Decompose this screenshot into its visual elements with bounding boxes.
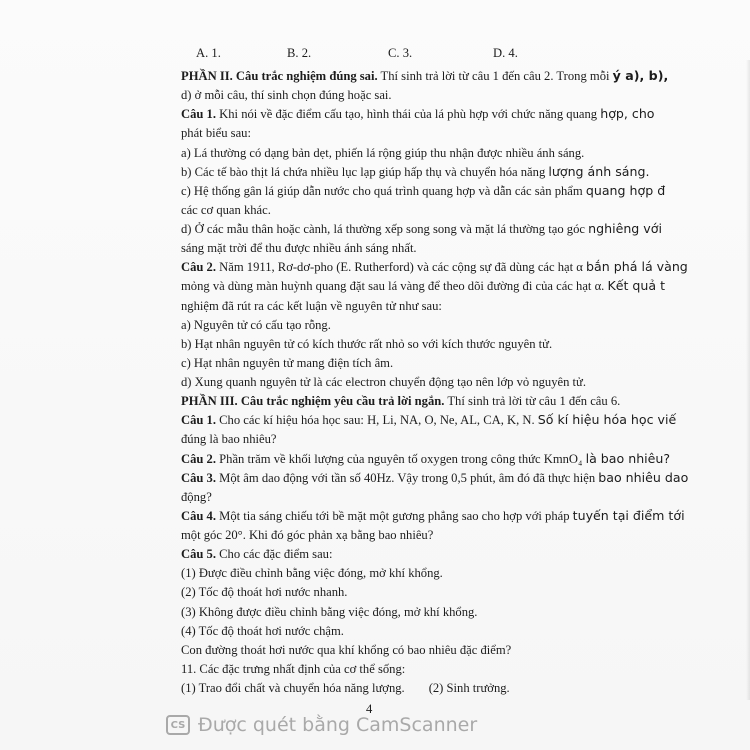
part2-heading: PHẦN II. Câu trắc nghiệm đúng sai. Thí sinh trả lời từ câu 1 đến câu 2. Trong mỗi ý a), b), bbox=[181, 68, 669, 83]
part3-heading: PHẦN III. Câu trắc nghiệm yêu cầu trả lời ngắn. Thí sinh trả lời từ câu 1 đến câu 6. bbox=[181, 394, 621, 408]
p3-q1-cont: đúng là bao nhiêu? bbox=[181, 432, 277, 446]
answer-options-row bbox=[0, 46, 750, 62]
option-a: A. 1. bbox=[196, 46, 221, 60]
p3-q5-item-1: (1) Được điều chỉnh bằng việc đóng, mở khí khổng. bbox=[181, 566, 443, 580]
p3-q3-cont: động? bbox=[181, 490, 212, 504]
q2-statement-a: a) Nguyên tử có cấu tạo rỗng. bbox=[181, 318, 331, 332]
q1-stem-cont: phát biểu sau: bbox=[181, 126, 251, 140]
part2-instruction: d) ở mỗi câu, thí sinh chọn đúng hoặc sai. bbox=[181, 88, 392, 102]
p3-q1: Câu 1. Cho các kí hiệu hóa học sau: H, Li, NA, O, Ne, AL, CA, K, N. Số kí hiệu hóa học viế bbox=[181, 412, 677, 427]
camscanner-text: Được quét bằng CamScanner bbox=[198, 714, 478, 736]
q2-statement-d: d) Xung quanh nguyên tử là các electron chuyển động tạo nên lớp vỏ nguyên tử. bbox=[181, 375, 587, 389]
p3-q5-question: Con đường thoát hơi nước qua khí khổng có bao nhiêu đặc điểm? bbox=[181, 643, 512, 657]
option-d: D. 4. bbox=[493, 46, 518, 60]
p3-q4-cont: một góc 20°. Khi đó góc phản xạ bằng bao nhiêu? bbox=[181, 528, 434, 542]
q1-statement-b: b) Các tế bào thịt lá chứa nhiều lục lạp giúp hấp thụ và chuyển hóa năng lượng ánh sáng. bbox=[181, 164, 650, 179]
page-number: 4 bbox=[366, 702, 373, 716]
p3-q11: 11. Các đặc trưng nhất định của cơ thể sống: bbox=[181, 662, 406, 676]
option-b: B. 2. bbox=[287, 46, 312, 60]
page-edge-shadow bbox=[746, 60, 750, 700]
camscanner-logo-icon: CS bbox=[166, 715, 190, 735]
p3-q5-item-2: (2) Tốc độ thoát hơi nước nhanh. bbox=[181, 585, 348, 599]
p3-q3: Câu 3. Một âm dao động với tần số 40Hz. Vậy trong 0,5 phút, âm đó đã thực hiện bao nhiêu dao bbox=[181, 470, 689, 485]
p3-q11-items: (1) Trao đổi chất và chuyển hóa năng lượng. (2) Sinh trưởng. bbox=[181, 681, 510, 695]
q2-stem-cont: mỏng và dùng màn huỳnh quang đặt sau lá vàng để theo dõi đường đi của các hạt α. Kết quả t bbox=[181, 278, 666, 293]
p3-q5-item-4: (4) Tốc độ thoát hơi nước chậm. bbox=[181, 624, 344, 638]
p3-q4: Câu 4. Một tia sáng chiếu tới bề mặt một gương phẳng sao cho hợp với pháp tuyến tại điểm tới bbox=[181, 508, 685, 523]
q1-statement-a: a) Lá thường có dạng bản dẹt, phiến lá rộng giúp thu nhận được nhiều ánh sáng. bbox=[181, 146, 585, 160]
q1-statement-d-cont: sáng mặt trời để thu được nhiều ánh sáng nhất. bbox=[181, 241, 417, 255]
q1-statement-d: d) Ở các mẫu thân hoặc cành, lá thường xếp song song và mặt lá thường tạo góc nghiêng với bbox=[181, 221, 662, 236]
q2-statement-b: b) Hạt nhân nguyên tử có kích thước rất nhỏ so với kích thước nguyên tử. bbox=[181, 337, 553, 351]
q2-statement-c: c) Hạt nhân nguyên tử mang điện tích âm. bbox=[181, 356, 394, 370]
q1-stem: Câu 1. Khi nói về đặc điểm cấu tạo, hình thái của lá phù hợp với chức năng quang hợp, cho bbox=[181, 106, 655, 121]
q2-stem-cont2: nghiệm đã rút ra các kết luận về nguyên tử như sau: bbox=[181, 299, 442, 313]
q2-stem: Câu 2. Năm 1911, Rơ-dơ-pho (E. Rutherford) và các cộng sự đã dùng các hạt α bắn phá lá vàng bbox=[181, 259, 688, 274]
p3-q5-item-3: (3) Không được điều chỉnh bằng việc đóng, mở khí khổng. bbox=[181, 605, 478, 619]
q1-statement-c-cont: các cơ quan khác. bbox=[181, 203, 271, 217]
camscanner-watermark bbox=[166, 713, 477, 737]
option-c: C. 3. bbox=[388, 46, 413, 60]
p3-q5: Câu 5. Cho các đặc điểm sau: bbox=[181, 547, 333, 561]
q1-statement-c: c) Hệ thống gân lá giúp dẫn nước cho quá trình quang hợp và dẫn các sản phẩm quang hợp đ bbox=[181, 183, 666, 198]
p3-q2: Câu 2. Phần trăm về khối lượng của nguyên tố oxygen trong công thức KmnO₄ là bao nhiêu? bbox=[181, 451, 671, 466]
